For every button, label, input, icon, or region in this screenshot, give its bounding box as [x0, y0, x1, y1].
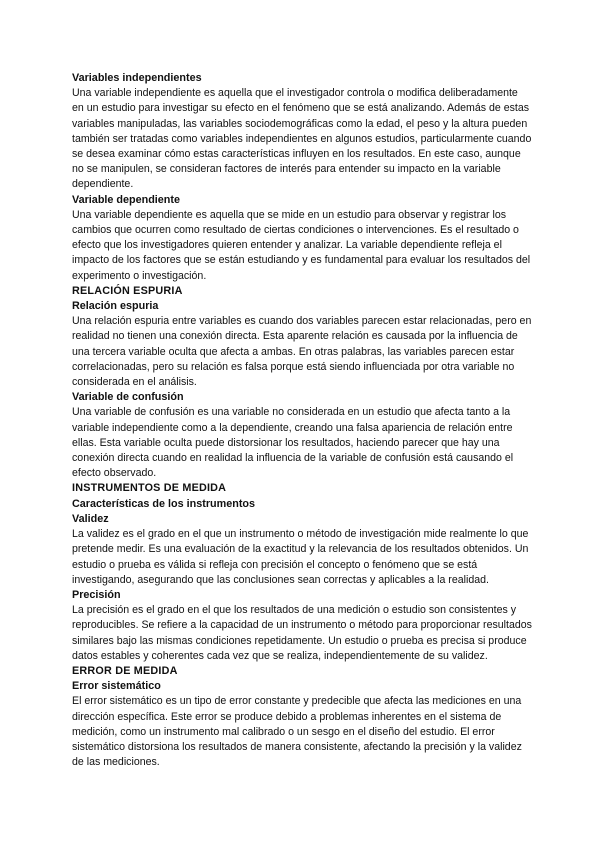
heading-variable-de-confusion: Variable de confusión: [72, 391, 184, 404]
paragraph-relacion-espuria: Una relación espuria entre variables es cuando dos variables parecen estar relacionadas, pero en realidad no tienen una conexión directa. Esta aparente relación es causada por la influencia de una tercera variable oculta que afecta a ambas. En otras palabras, las variables parecen estar correlacionadas, pero su relación es falsa porque está siendo influenciada por otra variable no considerada en el análisis.: [72, 315, 532, 389]
heading-variables-independientes: Variables independientes: [72, 72, 202, 84]
heading-variable-dependiente: Variable dependiente: [72, 193, 181, 206]
document-page: [72, 71, 532, 770]
paragraph-validez: La validez es el grado en el que un instrumento o método de investigación mide realmente lo que pretende medir. Es una evaluación de la exactitud y la relevancia de los resultados obtenidos. Un estudio o prueba es válida si refleja con precisión el concepto o fenómeno que se está investigando, asegurando que las conclusiones sean correctas y aplicables a la realidad.: [72, 528, 529, 586]
title-instrumentos-de-medida: INSTRUMENTOS DE MEDIDA: [72, 482, 227, 495]
title-error-de-medida: ERROR DE MEDIDA: [72, 664, 178, 677]
paragraph-error-sistematico: El error sistemático es un tipo de error constante y predecible que afecta las mediciones en una dirección específica. Este error se produce debido a problemas inherentes en el sistema de medición, como un instrumento mal calibrado o un sesgo en el diseño del estudio. El error sistemático distorsiona los resultados de manera consistente, afectando la precisión y la validez de las mediciones.: [72, 695, 522, 769]
title-relacion-espuria: RELACIÓN ESPURIA: [72, 284, 183, 297]
paragraph-variables-independientes: Una variable independiente es aquella que el investigador controla o modifica deliberadamente en un estudio para investigar su efecto en el fenómeno que se está analizando. Además de estas variables manipuladas, las variables sociodemográficas como la edad, el peso y la altura pueden también ser tratadas como variables independientes en algunos estudios, particularmente cuando se desea examinar cómo estas características influyen en los resultados. En este caso, aunque no se manipulen, se consideran factores de interés para entender su impacto en la variable dependiente.: [72, 87, 532, 191]
heading-caracteristicas-instrumentos: Características de los instrumentos: [72, 497, 256, 510]
heading-relacion-espuria: Relación espuria: [72, 300, 159, 313]
heading-validez: Validez: [72, 512, 109, 525]
paragraph-variable-dependiente: Una variable dependiente es aquella que se mide en un estudio para observar y registrar los cambios que ocurren como resultado de ciertas condiciones o intervenciones. Es el resultado o efecto que los investigadores quieren entender y analizar. La variable dependiente refleja el impacto de los factores que se están estudiando y es fundamental para evaluar los resultados del experimento o investigación.: [72, 208, 531, 282]
paragraph-precision: La precisión es el grado en el que los resultados de una medición o estudio son consistentes y reproducibles. Se refiere a la capacidad de un instrumento o método para proporcionar resultados similares bajo las mismas condiciones repetidamente. Un estudio o prueba es precisa si produce datos estables y coherentes cada vez que se realiza, independientemente de su validez.: [72, 604, 532, 662]
heading-error-sistematico: Error sistemático: [72, 680, 161, 693]
paragraph-variable-de-confusion: Una variable de confusión es una variable no considerada en un estudio que afecta tanto a la variable independiente como a la dependiente, creando una falsa apariencia de relación entre ellas. Esta variable oculta puede distorsionar los resultados, haciendo parecer que hay una conexión directa cuando en realidad la influencia de la variable de confusión está causando el efecto observado.: [72, 406, 514, 480]
heading-precision: Precisión: [72, 588, 121, 601]
